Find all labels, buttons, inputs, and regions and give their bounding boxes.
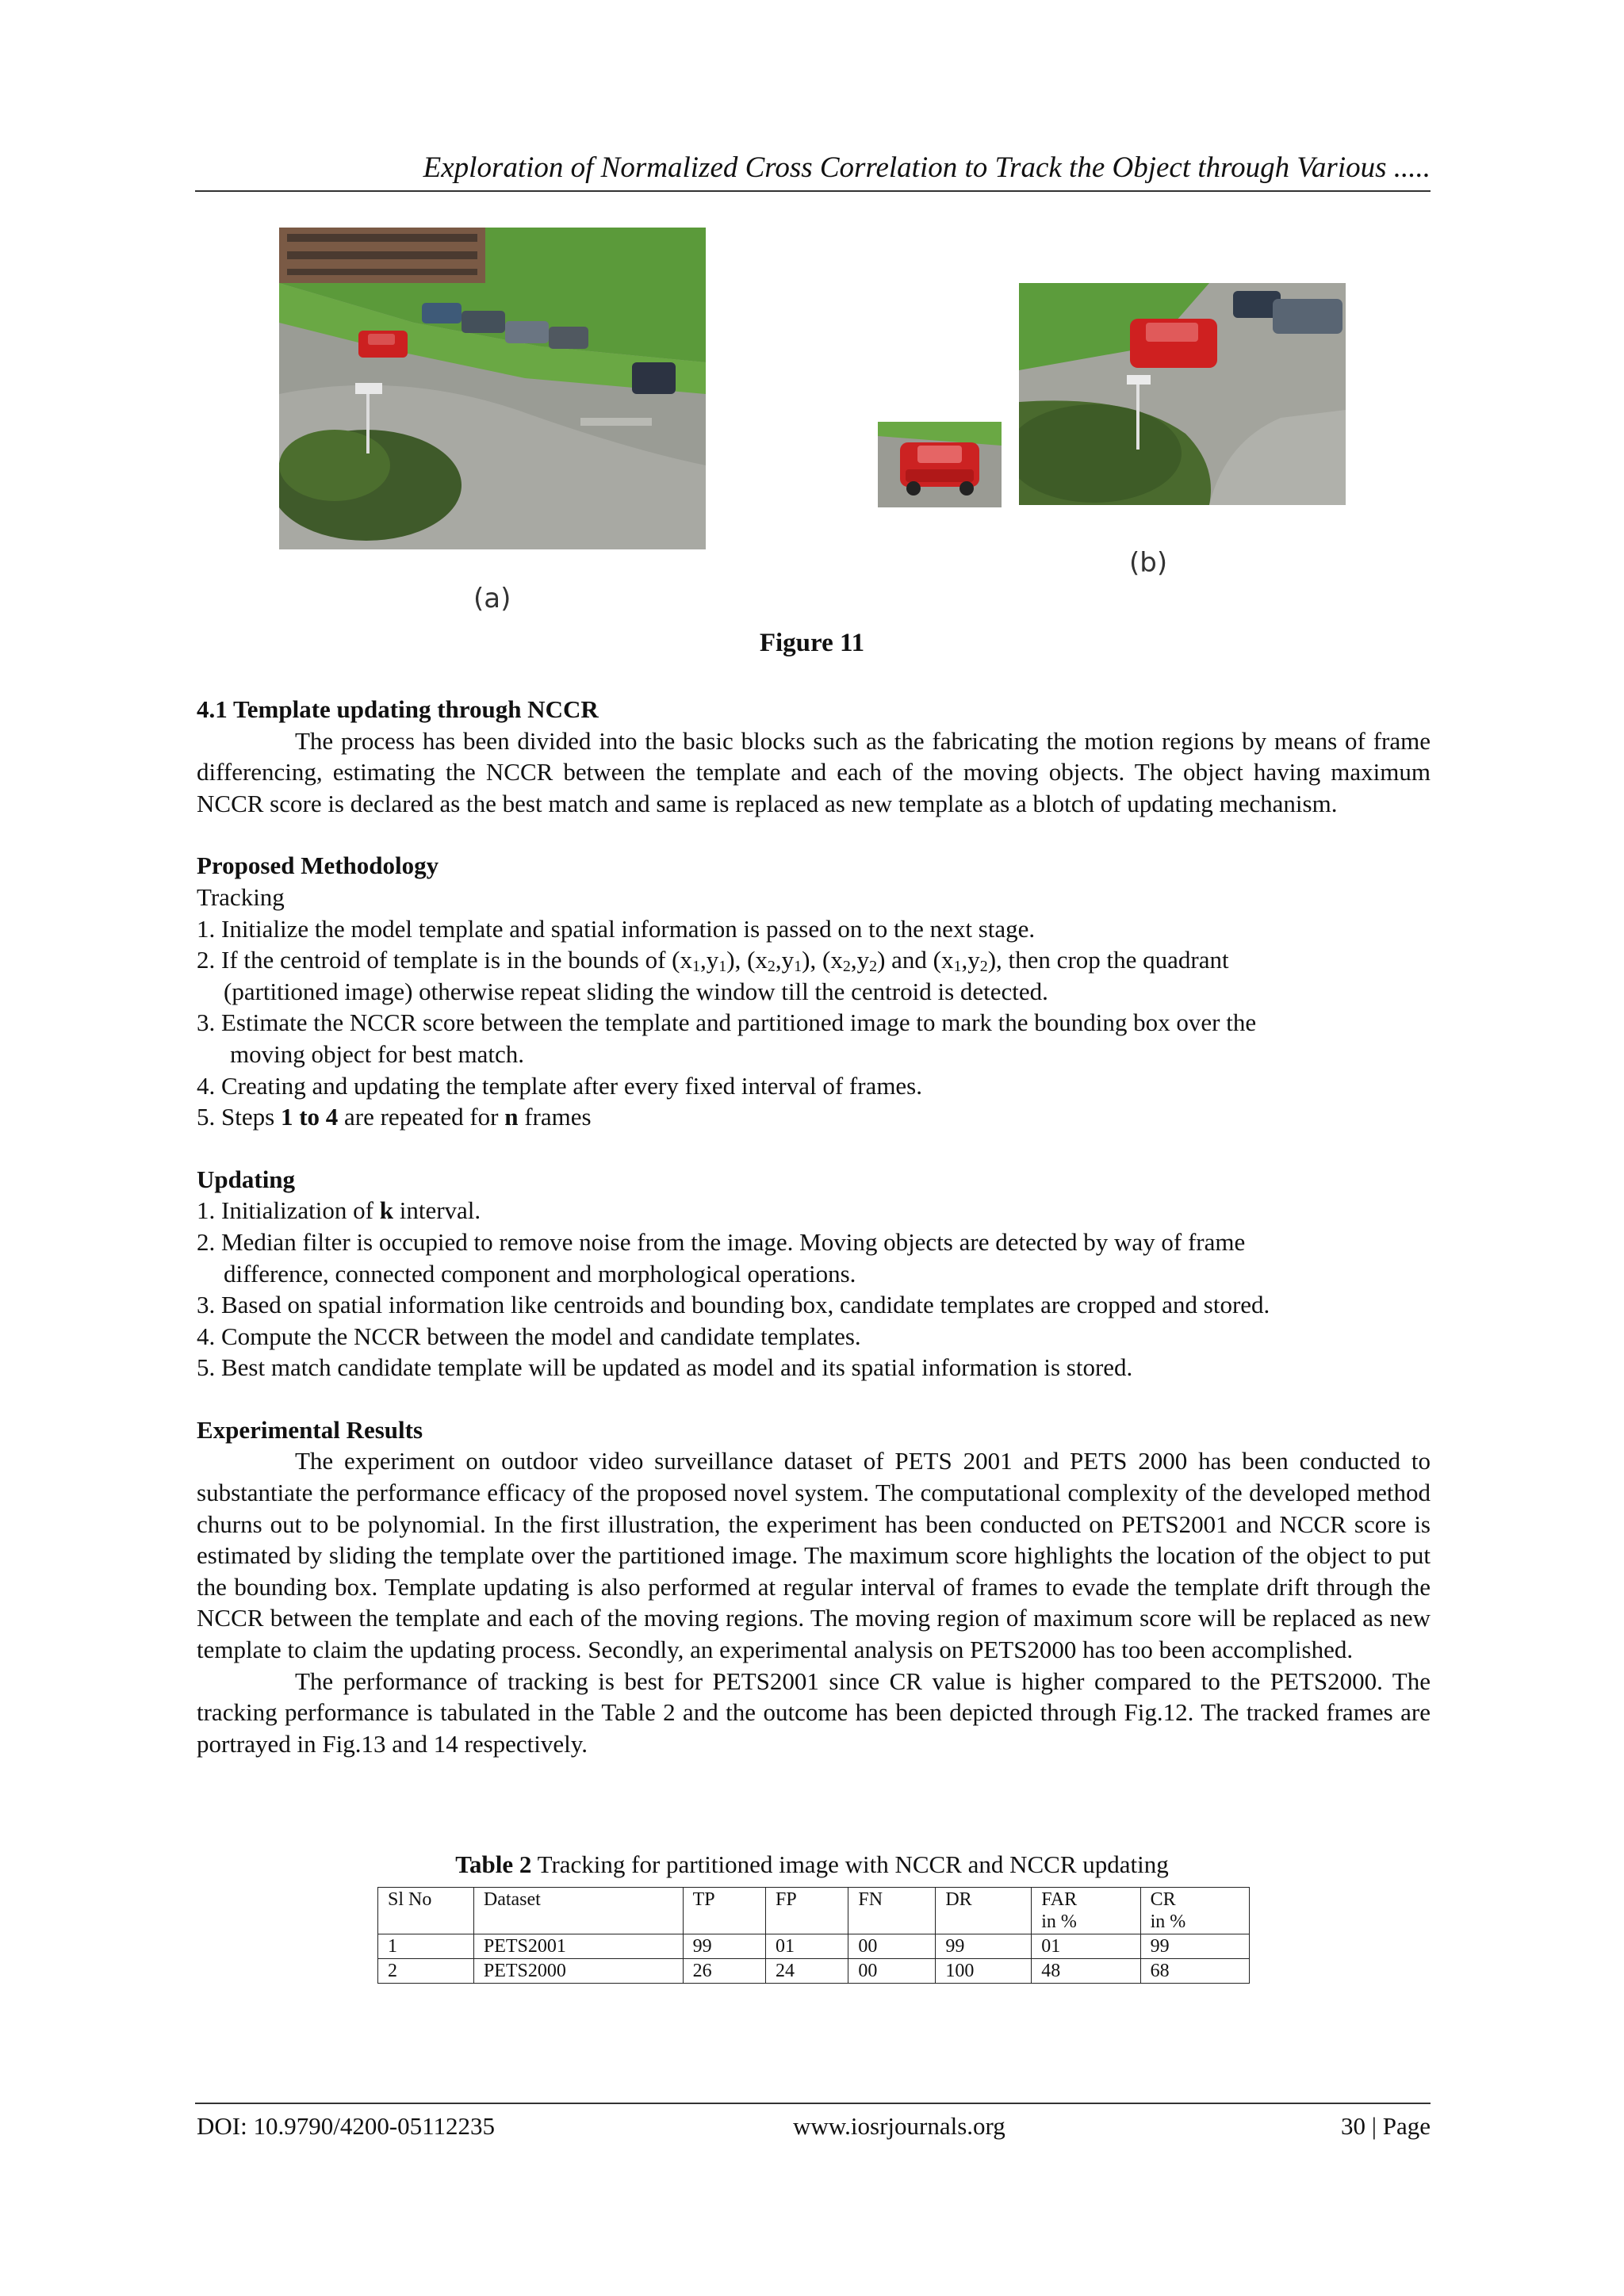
table-cell: 48: [1032, 1959, 1140, 1984]
table-cell: 99: [683, 1934, 765, 1959]
results-paragraph-1: The experiment on outdoor video surveillance dataset of PETS 2001 and PETS 2000 has been conducted to substantiate the performance efficacy of the proposed novel system. The computational complexity of the developed method churns out to be polynomial. In the first illustration, the experiment has been conducted on PETS2001 and NCCR score is estimated by sliding the template over the partitioned image. The maximum score highlights the location of the object to put the bounding box. Template updating is also performed at regular interval of frames to evade the template drift through the NCCR between the template and each of the moving regions. The moving region of maximum score will be replaced as new template to claim the updating process. Secondly, an experimental analysis on PETS2000 has too been accomplished.: [197, 1447, 1431, 1664]
table-header-cell: FP: [766, 1888, 848, 1934]
table-header-cell: Dataset: [473, 1888, 683, 1934]
table-cell: 68: [1140, 1959, 1249, 1984]
section-paragraph: The process has been divided into the basic blocks such as the fabricating the motion regions by means of frame differencing, estimating the NCCR between the template and each of the moving objects. The object having maximum NCCR score is declared as the best match and same is replaced as new template as a blotch of updating mechanism.: [197, 726, 1431, 817]
table-cell: 01: [766, 1934, 848, 1959]
running-header: Exploration of Normalized Cross Correlation to Track the Object through Various .....: [423, 151, 1431, 184]
tracking-subheading: Tracking: [197, 882, 285, 911]
updating-heading: Updating: [197, 1165, 296, 1193]
figure-11a-label: (a): [473, 583, 511, 614]
figure-11b-template: [878, 422, 1002, 507]
table-header-cell: Sl No: [378, 1888, 474, 1934]
tracking-step-1: 1. Initialize the model template and spatial information is passed on to the next stage.: [197, 914, 1036, 943]
table-row: [378, 1934, 1250, 1959]
tracking-step-3: 3. Estimate the NCCR score between the template and partitioned image to mark the bounding box over the: [197, 1008, 1257, 1037]
updating-step-2: 2. Median filter is occupied to remove noise from the image. Moving objects are detected by way of frame: [197, 1227, 1246, 1256]
table-cell: 2: [378, 1959, 474, 1984]
results-heading: Experimental Results: [197, 1415, 423, 1444]
figure-11a-photo: [279, 228, 706, 549]
figure-caption: Figure 11: [759, 629, 865, 657]
table-header-cell: FN: [848, 1888, 936, 1934]
tracking-step-3-cont: moving object for best match.: [230, 1039, 525, 1068]
section-heading: 4.1 Template updating through NCCR: [197, 695, 599, 723]
updating-step-5: 5. Best match candidate template will be updated as model and its spatial information is stored.: [197, 1353, 1133, 1382]
tracking-step-5: 5. Steps 1 to 4 are repeated for n frames: [197, 1103, 592, 1131]
table-cell: 24: [766, 1959, 848, 1984]
table-cell: PETS2000: [473, 1959, 683, 1984]
footer-page-number: 30 | Page: [1341, 2112, 1431, 2140]
tracking-step-4: 4. Creating and updating the template after every fixed interval of frames.: [197, 1071, 922, 1100]
figure-11b-label: (b): [1129, 547, 1168, 579]
table-header-cell: CR in %: [1140, 1888, 1249, 1934]
results-table: [377, 1887, 1250, 1984]
table-cell: 99: [1140, 1934, 1249, 1959]
table-header-row: [378, 1888, 1250, 1934]
table-cell: 00: [848, 1934, 936, 1959]
updating-step-3: 3. Based on spatial information like centroids and bounding box, candidate templates are cropped and stored.: [197, 1291, 1270, 1319]
table-cell: 1: [378, 1934, 474, 1959]
table-cell: 26: [683, 1959, 765, 1984]
updating-step-1: 1. Initialization of k interval.: [197, 1196, 481, 1225]
table-cell: 100: [936, 1959, 1032, 1984]
footer-doi: DOI: 10.9790/4200-05112235: [197, 2112, 495, 2140]
table-cell: 01: [1032, 1934, 1140, 1959]
table-header-cell: DR: [936, 1888, 1032, 1934]
tracking-step-2-cont: (partitioned image) otherwise repeat sliding the window till the centroid is detected.: [224, 977, 1048, 1005]
footer-rule: [195, 2103, 1431, 2104]
tracking-step-2: 2. If the centroid of template is in the bounds of $(x_1,y_1)$, $(x_2,y_1)$, $(x_2,y_2)$ and $(x_1,y_2)$, then crop the quadrant: [197, 946, 1229, 976]
updating-step-4: 4. Compute the NCCR between the model and candidate templates.: [197, 1322, 861, 1350]
table-header-cell: TP: [683, 1888, 765, 1934]
methodology-heading: Proposed Methodology: [197, 851, 439, 880]
table-cell: 00: [848, 1959, 936, 1984]
header-rule: [195, 190, 1431, 192]
table-caption: Table 2 Tracking for partitioned image with NCCR and NCCR updating: [455, 1850, 1169, 1878]
table-cell: PETS2001: [473, 1934, 683, 1959]
footer-website: www.iosrjournals.org: [793, 2112, 1005, 2140]
updating-step-2-cont: difference, connected component and morphological operations.: [224, 1259, 856, 1288]
results-paragraph-2: The performance of tracking is best for PETS2001 since CR value is higher compared to the PETS2000. The tracking performance is tabulated in the Table 2 and the outcome has been depicted through Fig.12. The tracked frames are portrayed in Fig.13 and 14 respectively.: [197, 1667, 1431, 1758]
table-row: [378, 1959, 1250, 1984]
figure-11b-photo: [1019, 283, 1346, 505]
table-cell: 99: [936, 1934, 1032, 1959]
table-header-cell: FAR in %: [1032, 1888, 1140, 1934]
body-text: [197, 694, 1431, 1759]
